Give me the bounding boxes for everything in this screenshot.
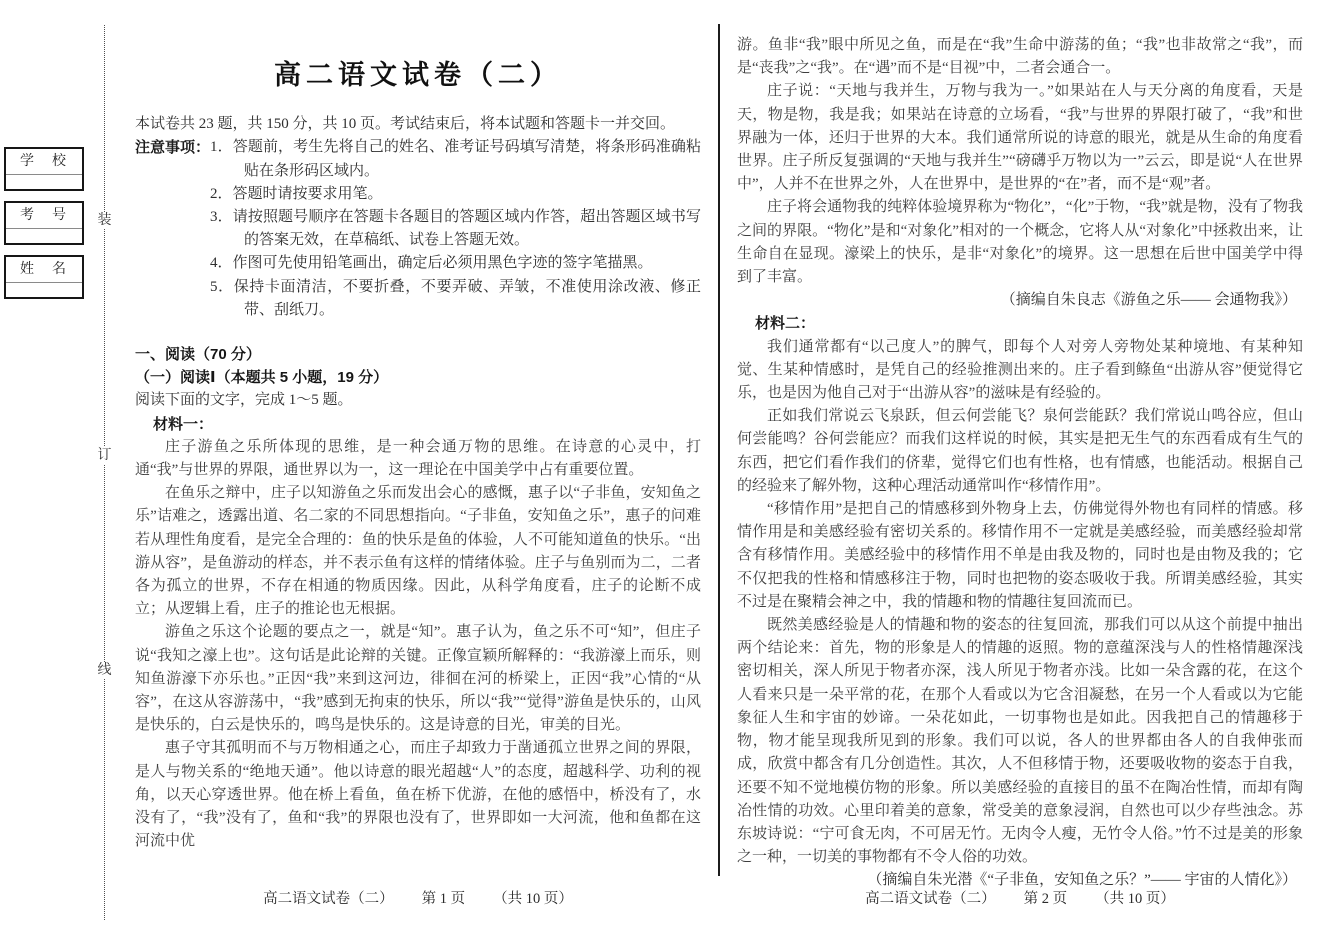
page2-footer-doc: 高二语文试卷（二） <box>865 891 996 907</box>
student-name-blank-area <box>6 283 82 298</box>
material1-paragraph-1: 庄子游鱼之乐所体现的思维，是一种会通万物的思维。在诗意的心灵中，打通“我”与世界的界限，通世界以为一，这一理论在中国美学中占有重要位置。 <box>135 438 701 479</box>
material1-attribution: （摘编自朱良志《游鱼之乐—— 会通物我》） <box>1000 292 1297 309</box>
binding-char-zhuang: 装 <box>97 213 112 228</box>
notice-item-5: 5．保持卡面清洁，不要折叠，不要弄破、弄皱，不准使用涂改液、修正带、刮纸刀。 <box>210 278 701 318</box>
notice-item-3: 3．请按照题号顺序在答题卡各题目的答题区域内作答，超出答题区域书写的答案无效，在草稿纸、试卷上答题无效。 <box>210 209 701 249</box>
material2-attribution: （摘编自朱光潜《“子非鱼，安知鱼之乐？”—— 宇宙的人情化》） <box>867 872 1297 889</box>
page-2 <box>737 0 1303 930</box>
notice-item-1: 1．答题前，考生先将自己的姓名、准考证号码填写清楚，将条形码准确粘贴在条形码区域内。 <box>210 139 701 179</box>
material2-paragraph-1: 我们通常都有“以己度人”的脾气，即每个人对旁人旁物处某种境地、有某种知觉、生某种情感时，是凭自己的经验推测出来的。庄子看到鲦鱼“出游从容”便觉得它乐，也是因为他自己对于“出游从容”的滋味是有经验的。 <box>737 338 1303 402</box>
material1-paragraph-5: 庄子说：“天地与我并生，万物与我为一。”如果站在人与天分离的角度看，天是天，物是物，我是我；如果站在诗意的立场看，“我”与世界的界限打破了，“我”和世界融为一体，还归于世界的大本。我们通常所说的诗意的眼光，就是从生命的角度看世界。庄子所反复强调的“天地与我并生”“磅礴乎万物以为一”云云，即是说“人在世界中”，人并不在世界之外，人在世界中，是世界的“在”者，而不是“观”者。 <box>737 83 1303 193</box>
student-name-label: 姓 名 <box>6 257 82 283</box>
exam-title: 高二语文试卷（二） <box>274 60 562 90</box>
material2-paragraph-4: 既然美感经验是人的情趣和物的姿态的往复回流，那我们可以从这个前提中抽出两个结论来：首先，物的形象是人的情趣的返照。物的意蕴深浅与人的性格情趣深浅密切相关，深人所见于物者亦深，浅人所见于物者亦浅。比如一朵含露的花，在这个人看来只是一朵平常的花，在那个人看或以为它含泪凝愁，在另一个人看或以为它能象征人生和宇宙的妙谛。一朵花如此，一切事物也是如此。因我把自己的情趣移于物，物才能呈现我所见到的形象。我们可以说，各人的世界都由各人的自我伸张而成，欣赏中都含有几分创造性。其次，人不但移情于物，还要吸收物的姿态于自我，还要不知不觉地模仿物的形象。所以美感经验的直接目的虽不在陶冶性情，而却有陶冶性情的功效。心里印着美的意象，常受美的意象浸润，自然也可以少存些浊念。苏东坡诗说：“宁可食无肉，不可居无竹。无肉令人瘦，无竹令人俗。”竹不过是美的形象之一种，一切美的事物都有不令人俗的功效。 <box>737 617 1303 866</box>
exam-number-field <box>4 201 84 245</box>
binding-char-xian: 线 <box>97 663 112 678</box>
page2-footer <box>737 888 1303 911</box>
material1-paragraph-2: 在鱼乐之辩中，庄子以知游鱼之乐而发出会心的感慨，惠子以“子非鱼，安知鱼之乐”诘难之，透露出道、名二家的不同思想指向。“子非鱼，安知鱼之乐”，惠子的问难若从理性角度看，是完全合理的：鱼的快乐是鱼的体验，人不可能知道鱼的快乐。“出游从容”，是鱼游动的样态，并不表示鱼有这样的情绪体验。庄子与鱼别而为二，二者各为孤立的世界，不存在相通的物质因缘。因此，从科学角度看，庄子的论断不成立；从逻辑上看，庄子的推论也无根据。 <box>135 485 701 618</box>
notice-item-2: 2．答题时请按要求用笔。 <box>210 185 383 202</box>
school-blank-area <box>6 175 82 190</box>
page2-footer-total: （共 10 页） <box>1095 891 1175 907</box>
section-heading-reading: 一、阅读（70 分） <box>135 346 261 364</box>
notice-block <box>135 136 701 322</box>
page-divider-line <box>718 24 720 876</box>
school-field <box>4 147 84 191</box>
subsection-heading-reading1: （一）阅读Ⅰ（本题共 5 小题，19 分） <box>135 369 389 387</box>
binding-char-ding: 订 <box>97 448 112 463</box>
page1-footer-doc: 高二语文试卷（二） <box>263 891 394 907</box>
notice-items <box>210 136 701 322</box>
page1-footer-total: （共 10 页） <box>493 891 573 907</box>
page1-footer-page: 第 1 页 <box>421 891 466 907</box>
exam-intro: 本试卷共 23 题，共 150 分，共 10 页。考试结束后，将本试题和答题卡一并交回。 <box>135 116 676 133</box>
school-label: 学 校 <box>6 149 82 175</box>
material2-paragraph-2: 正如我们常说云飞泉跃，但云何尝能飞？泉何尝能跃？我们常说山鸣谷应，但山何尝能鸣？谷何尝能应？而我们这样说的时候，其实是把无生气的东西看成有生气的东西，把它们看作我们的侪辈，觉得它们也有性格，也有情感，也能活动。根据自己的经验来了解外物，这种心理活动通常叫作“移情作用”。 <box>737 408 1303 494</box>
reading-instruction: 阅读下面的文字，完成 1～5 题。 <box>135 392 353 409</box>
material1-label: 材料一： <box>153 415 214 433</box>
material2-label: 材料二： <box>755 315 816 333</box>
exam-number-blank-area <box>6 229 82 244</box>
student-info-boxes <box>4 147 84 299</box>
notice-item-4: 4．作图可先使用铅笔画出，确定后必须用黑色字迹的签字笔描黑。 <box>210 255 653 272</box>
material1-paragraph-4-continued: 游。鱼非“我”眼中所见之鱼，而是在“我”生命中游荡的鱼；“我”也非故常之“我”，而是“丧我”之“我”。在“遇”而不是“目视”中，二者会通合一。 <box>737 37 1303 77</box>
material1-paragraph-6: 庄子将会通物我的纯粹体验境界称为“物化”，“化”于物，“我”就是物，没有了物我之间的界限。“物化”是和“对象化”相对的一个概念，它将人从“对象化”中拯救出来，让生命自在显现。濠梁上的快乐，是非“对象化”的境界。这一思想在后世中国美学中得到了丰富。 <box>737 199 1303 286</box>
exam-number-label: 考 号 <box>6 203 82 229</box>
student-name-field <box>4 255 84 299</box>
material1-paragraph-3: 游鱼之乐这个论题的要点之一，就是“知”。惠子认为，鱼之乐不可“知”，但庄子说“我知之濠上也”。这句话是此论辩的关键。正像宣颖所解释的：“我游濠上而乐，则知鱼游濠下亦乐也。”正因“我”来到这河边，徘徊在河的桥梁上，正因“我”心情的“从容”，在这从容游荡中，“我”感到无拘束的快乐，所以“我”“觉得”游鱼是快乐的，山风是快乐的，白云是快乐的，鸣鸟是快乐的。这是诗意的目光，审美的目光。 <box>135 624 701 734</box>
page1-footer <box>135 888 701 911</box>
material1-paragraph-4: 惠子守其孤明而不与万物相通之心，而庄子却致力于凿通孤立世界之间的界限，是人与物关系的“绝地天通”。他以诗意的眼光超越“人”的态度，超越科学、功利的视角，以天心穿透世界。他在桥上看鱼，鱼在桥下优游，在他的感悟中，桥没有了，水没有了，“我”没有了，鱼和“我”的界限也没有了，世界即如一大河流，他和鱼都在这河流中优 <box>135 740 701 850</box>
notice-label: 注意事项： <box>135 139 211 157</box>
page-1 <box>135 0 701 930</box>
material2-paragraph-3: “移情作用”是把自己的情感移到外物身上去，仿佛觉得外物也有同样的情感。移情作用是和美感经验有密切关系的。移情作用不一定就是美感经验，而美感经验却常含有移情作用。美感经验中的移情作用不单是由我及物的，同时也是由物及我的；它不仅把我的性格和情感移注于物，同时也把物的姿态吸收于我。所谓美感经验，其实不过是在聚精会神之中，我的情趣和物的情趣往复回流而已。 <box>737 501 1303 610</box>
binding-dotted-line <box>104 25 105 920</box>
page2-footer-page: 第 2 页 <box>1023 891 1068 907</box>
